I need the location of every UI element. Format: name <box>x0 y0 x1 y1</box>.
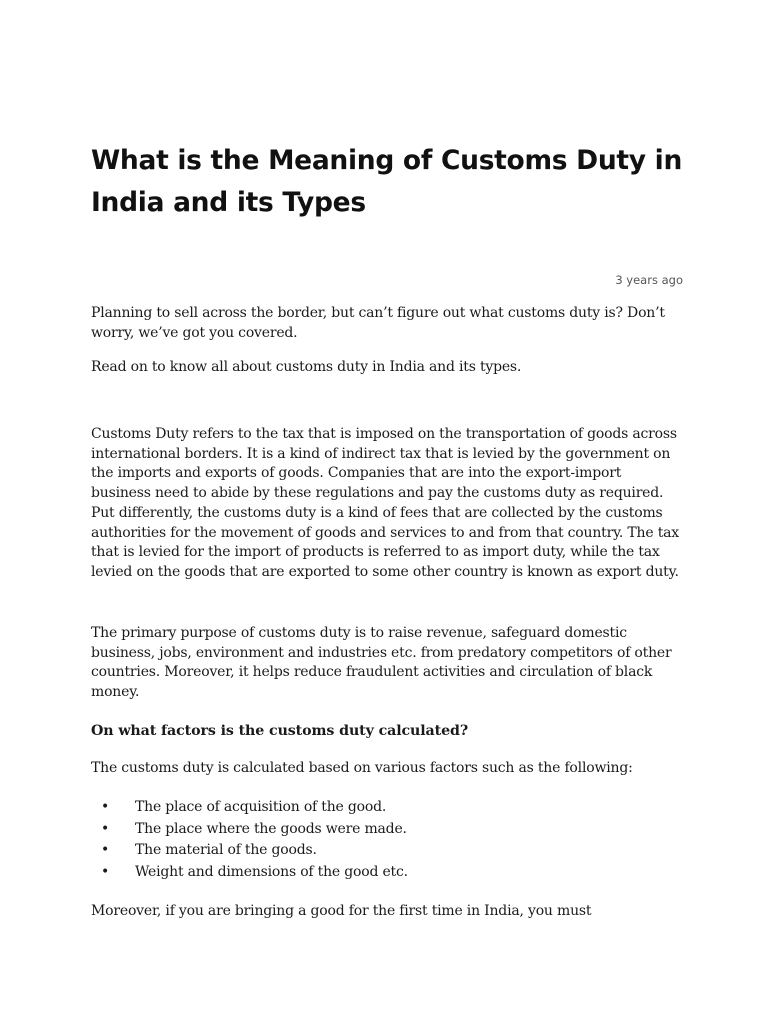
factors-heading: On what factors is the customs duty calculated? <box>91 723 469 739</box>
closing-paragraph: Moreover, if you are bringing a good for the first time in India, you must <box>91 903 592 919</box>
list-item <box>91 819 683 841</box>
factors-intro-paragraph: The customs duty is calculated based on various factors such as the following: <box>91 760 633 776</box>
post-age: 3 years ago <box>615 273 683 287</box>
bullet-icon: • <box>101 842 110 858</box>
bullet-icon: • <box>101 799 110 815</box>
list-item-text: Weight and dimensions of the good etc. <box>135 863 408 880</box>
factors-list <box>91 797 683 883</box>
list-item <box>91 862 683 884</box>
purpose-paragraph: The primary purpose of customs duty is to raise revenue, safeguard domestic business, jobs, environment and industries etc. from predatory competitors of other countries. Moreover, it helps reduce fraudulent activities and circulation of black money. <box>91 625 672 701</box>
list-item-text: The material of the goods. <box>135 842 317 858</box>
definition-paragraph: Customs Duty refers to the tax that is imposed on the transportation of goods across international borders. It is a kind of indirect tax that is levied by the government on the imports and exports of goods. Companies that are into the export-import business need to abide by these regulations and pay the customs duty as required. Put differently, the customs duty is a kind of fees that are collected by the customs authorities for the movement of goods and services to and from that country. The tax that is levied for the import of products is referred to as import duty, while the tax levied on the goods that are exported to some other country is known as export duty. <box>91 426 679 580</box>
bullet-icon: • <box>101 820 110 837</box>
bullet-icon: • <box>101 863 110 880</box>
list-item <box>91 797 683 819</box>
list-item-text: The place where the goods were made. <box>135 820 407 837</box>
lead-paragraph: Read on to know all about customs duty in India and its types. <box>91 359 522 375</box>
list-item <box>91 840 683 862</box>
list-item-text: The place of acquisition of the good. <box>135 799 387 815</box>
intro-paragraph: Planning to sell across the border, but can’t figure out what customs duty is? Don’t worry, we’ve got you covered. <box>91 305 665 341</box>
page-title: What is the Meaning of Customs Duty in India and its Types <box>91 145 683 218</box>
